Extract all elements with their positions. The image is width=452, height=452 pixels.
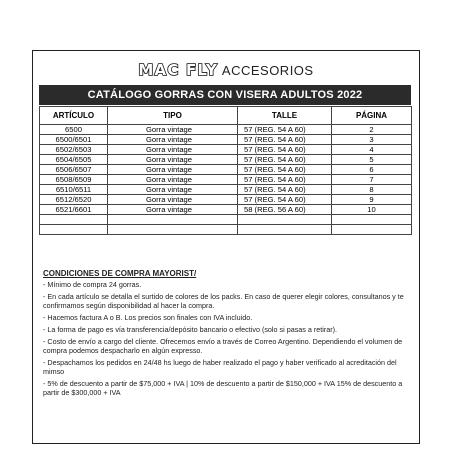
- cell-tipo: Gorra vintage: [108, 165, 238, 175]
- cell-pagina: 6: [332, 165, 412, 175]
- cell-pagina: 3: [332, 135, 412, 145]
- brand-logo: MAC FLY: [138, 61, 218, 79]
- cell-articulo: 6512/6520: [40, 195, 108, 205]
- header-articulo: ARTÍCULO: [40, 107, 108, 125]
- cell-talle: 57 (REG. 54 A 60): [238, 185, 332, 195]
- cell-articulo: 6500: [40, 125, 108, 135]
- cell-tipo: Gorra vintage: [108, 195, 238, 205]
- table-body: [40, 125, 412, 235]
- cell-pagina: 5: [332, 155, 412, 165]
- table-row: [40, 145, 412, 155]
- table-row: [40, 185, 412, 195]
- cell-pagina: 2: [332, 125, 412, 135]
- cell-talle: 57 (REG. 54 A 60): [238, 165, 332, 175]
- conditions-list: [43, 280, 415, 397]
- table-row: [40, 215, 412, 225]
- cell-articulo: 6510/6511: [40, 185, 108, 195]
- cell-articulo: [40, 225, 108, 235]
- catalog-title: CATÁLOGO GORRAS CON VISERA ADULTOS 2022: [39, 85, 411, 105]
- conditions-title: CONDICIONES DE COMPRA MAYORIST/: [43, 269, 197, 278]
- header-tipo: TIPO: [108, 107, 238, 125]
- brand-header: [33, 61, 419, 81]
- cell-talle: 58 (REG. 56 A 60): [238, 205, 332, 215]
- condition-item: - Hacemos factura A o B. Los precios son finales con IVA incluido.: [43, 313, 253, 322]
- cell-pagina: 10: [332, 205, 412, 215]
- condition-item: - Costo de envío a cargo del cliente. Ofrecemos envío a través de Correo Argentino. Dependiendo el volumen de compra podemos despacharlo en algún expresso.: [43, 337, 403, 355]
- cell-pagina: 7: [332, 175, 412, 185]
- header-talle: TALLE: [238, 107, 332, 125]
- table-row: [40, 135, 412, 145]
- cell-articulo: 6500/6501: [40, 135, 108, 145]
- cell-talle: 57 (REG. 54 A 60): [238, 145, 332, 155]
- cell-tipo: [108, 215, 238, 225]
- condition-item: - Mínimo de compra 24 gorras.: [43, 280, 142, 289]
- conditions-section: [43, 269, 415, 400]
- cell-talle: 57 (REG. 54 A 60): [238, 175, 332, 185]
- table-header-row: [40, 107, 412, 125]
- condition-item: - En cada artículo se detalla el surtido de colores de los packs. En caso de querer elegir colores, consultanos y te confirmamos según disponibilidad al hacer la compra.: [43, 292, 404, 310]
- cell-articulo: 6508/6509: [40, 175, 108, 185]
- cell-pagina: 4: [332, 145, 412, 155]
- cell-tipo: [108, 225, 238, 235]
- table-row: [40, 225, 412, 235]
- cell-talle: 57 (REG. 54 A 60): [238, 155, 332, 165]
- cell-pagina: [332, 215, 412, 225]
- cell-tipo: Gorra vintage: [108, 175, 238, 185]
- condition-item: - 5% de descuento a partir de $75,000 + IVA | 10% de descuento a partir de $150,000 + IVA 15% de descuento a partir de $300,000 + IVA: [43, 379, 403, 397]
- cell-tipo: Gorra vintage: [108, 135, 238, 145]
- table-row: [40, 175, 412, 185]
- cell-tipo: Gorra vintage: [108, 125, 238, 135]
- cell-articulo: 6506/6507: [40, 165, 108, 175]
- cell-articulo: 6504/6505: [40, 155, 108, 165]
- catalog-table: [39, 106, 412, 235]
- cell-tipo: Gorra vintage: [108, 155, 238, 165]
- table-row: [40, 195, 412, 205]
- cell-talle: [238, 215, 332, 225]
- cell-talle: 57 (REG. 54 A 60): [238, 125, 332, 135]
- cell-tipo: Gorra vintage: [108, 205, 238, 215]
- cell-articulo: 6521/6601: [40, 205, 108, 215]
- condition-item: - Despachamos los pedidos en 24/48 hs luego de haber realizado el pago y haber verificado al acreditación del mimso: [43, 358, 397, 376]
- brand-subtitle: ACCESORIOS: [221, 62, 314, 78]
- table-row: [40, 125, 412, 135]
- cell-articulo: [40, 215, 108, 225]
- cell-talle: 57 (REG. 54 A 60): [238, 195, 332, 205]
- header-pagina: PÁGINA: [332, 107, 412, 125]
- cell-tipo: Gorra vintage: [108, 145, 238, 155]
- cell-talle: 57 (REG. 54 A 60): [238, 135, 332, 145]
- cell-articulo: 6502/6503: [40, 145, 108, 155]
- cell-pagina: 9: [332, 195, 412, 205]
- catalog-page: [32, 50, 420, 444]
- cell-tipo: Gorra vintage: [108, 185, 238, 195]
- cell-pagina: 8: [332, 185, 412, 195]
- condition-item: - La forma de pago es vía transferencia/depósito bancario o efectivo (solo si pasas a retirar).: [43, 325, 338, 334]
- cell-pagina: [332, 225, 412, 235]
- table-row: [40, 165, 412, 175]
- cell-talle: [238, 225, 332, 235]
- table-row: [40, 155, 412, 165]
- table-row: [40, 205, 412, 215]
